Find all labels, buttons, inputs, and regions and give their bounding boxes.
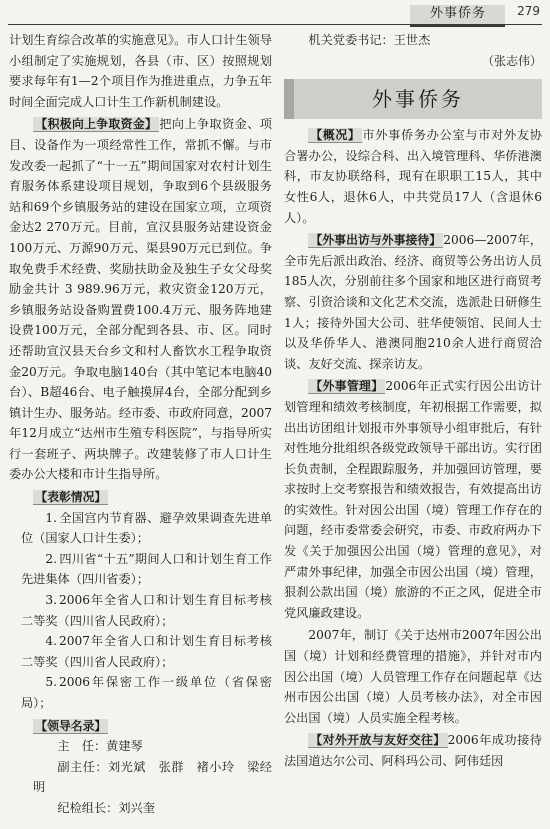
paragraph-continued: 计划生育综合改革的实施意见》。市人口计生领导小组制定了实施规划，各县（市、区）按照规划要求每年有1—2个项目作为推进重点，力争五年时间全面完成人口计生工作新机制建设。 — [9, 33, 272, 109]
heading-funding: 【积极向上争取资金】 — [35, 117, 158, 132]
paragraph-2007: 2007年，制订《关于达州市2007年因公出国（境）计划和经费管理的措施》，并针对市内因公出国（境）人员管理工作存在问题起草《达州市因公出国（境）人员考核办法》，对全市因公出国（境）人员实施全程考核。 — [284, 628, 542, 725]
page-number: 279 — [517, 4, 540, 18]
heading-leaders: 【领导名录】 — [35, 718, 107, 733]
paragraph-funding-text: 把向上争取资金、项目、设备作为一项经常性工作，常抓不懈。与市发改委一起抓了“十一五”期间国家对农村计划生育服务体系建设项目规划，争取到6个县级服务站和69个乡镇服务站的建设在国家立项，立项资金达2 270万元。目前，宣汉县服务站建设资金100万元、万源90万元、渠县90万元已到位。争取免费手术经费、奖励扶助金及独生子女父母奖励金共计 3 989.96万元，救灾资金120万元，乡镇服务站设备购置费100.4万元、服务阵地建设费100万元，全部分配到各县、市、区。同时还帮助宣汉县天台乡文和村人畜饮水工程争取资金20万元。争取电脑140台（其中笔记本电脑40台）、B超46台、电子触摸屏4台，全部分配到乡镇计生办、服务站。经市委、市政府同意，2007年12月成立“达州市生殖专科医院”，与指导所实行一套班子、两块牌子。改建装修了市人口计生委办公大楼和市计生指导所。 — [9, 117, 272, 482]
paragraph-visits: 【外事出访与外事接待】 2006—2007年，全市先后派出政治、经济、商贸等公务出访人员185人次，分别前往多个国家和地区进行商贸考察、引资洽谈和文化艺术交流，选派赴日研修生1人；接待外国大公司、驻华使领馆、民间人士以及华侨华人、港澳同胞210余人进行商贸洽谈、友好交流、探亲访友。 — [284, 233, 542, 371]
heading-visits: 【外事出访与外事接待】 — [310, 233, 442, 248]
leader-discipline: 纪检组长：刘兴奎 — [57, 800, 155, 815]
right-column — [284, 30, 542, 825]
section-banner: 外事侨务 — [284, 79, 542, 119]
paragraph-management: 【外事管理】 2006年正式实行因公出访计划管理和绩效考核制度，年初根据工作需要，拟出出访团组计划报市外事领导小组审批后，有针对性地分批组织各级党政领导干部出访。实行团长负责制，全程跟踪服务，并加强回访管理，要求按时上交考察报告和绩效报告，有效提高出访的实效性。针对因公出国（境）管理工作存在的问题，经市委常委会研究，市委、市政府两办下发《关于加强因公出国（境）管理的意见》，对严肃外事纪律，加强全市因公出国（境）管理，狠刹公款出国（境）旅游的不正之风，促进全市党风廉政建设。 — [284, 379, 542, 620]
author-credit: （张志伟） — [481, 53, 542, 68]
honor-item: 4. 2007年全省人口和计划生育目标考核二等奖（四川省人民政府）； — [21, 634, 272, 669]
heading-opening: 【对外开放与友好交往】 — [310, 733, 446, 748]
honor-item: 1. 全国宫内节育器、避孕效果调查先进单位（国家人口计生委）； — [21, 510, 272, 546]
heading-honors-line — [9, 487, 272, 508]
heading-honors: 【表彰情况】 — [35, 490, 107, 505]
honors-list — [9, 508, 272, 714]
heading-leaders-line — [9, 716, 272, 737]
honor-item: 2. 四川省“十五”期间人口和计划生育工作先进集体（四川省委）； — [21, 551, 272, 587]
party-secretary: 机关党委书记：王世杰 — [308, 33, 431, 47]
heading-management: 【外事管理】 — [310, 379, 384, 394]
running-header — [0, 0, 550, 26]
paragraph-overview: 【概况】 市外事侨务办公室与市对外友协合署办公，设综合科、出入境管理科、华侨港澳科，市友协联络科，现有在职职工15人，其中女性6人，退休6人，中共党员17人（含退休6人）。 — [284, 128, 542, 225]
leader-deputies: 副主任：刘光斌 张群 褚小玲 梁经明 — [33, 759, 272, 795]
header-section-title: 外事侨务 — [430, 6, 487, 21]
heading-overview: 【概况】 — [310, 128, 361, 143]
paragraph-opening: 【对外开放与友好交往】 2006年成功接待法国道达尔公司、阿科玛公司、阿伟廷因 — [284, 733, 542, 768]
header-rule — [8, 24, 542, 25]
honor-item: 3. 2006年全省人口和计划生育目标考核二等奖（四川省人民政府）； — [21, 593, 272, 628]
paragraph-funding — [9, 114, 272, 485]
honor-item: 5. 2006年保密工作一级单位（省保密局）； — [21, 675, 272, 710]
leader-director: 主 任：黄建琴 — [57, 739, 143, 754]
left-column — [9, 30, 272, 825]
